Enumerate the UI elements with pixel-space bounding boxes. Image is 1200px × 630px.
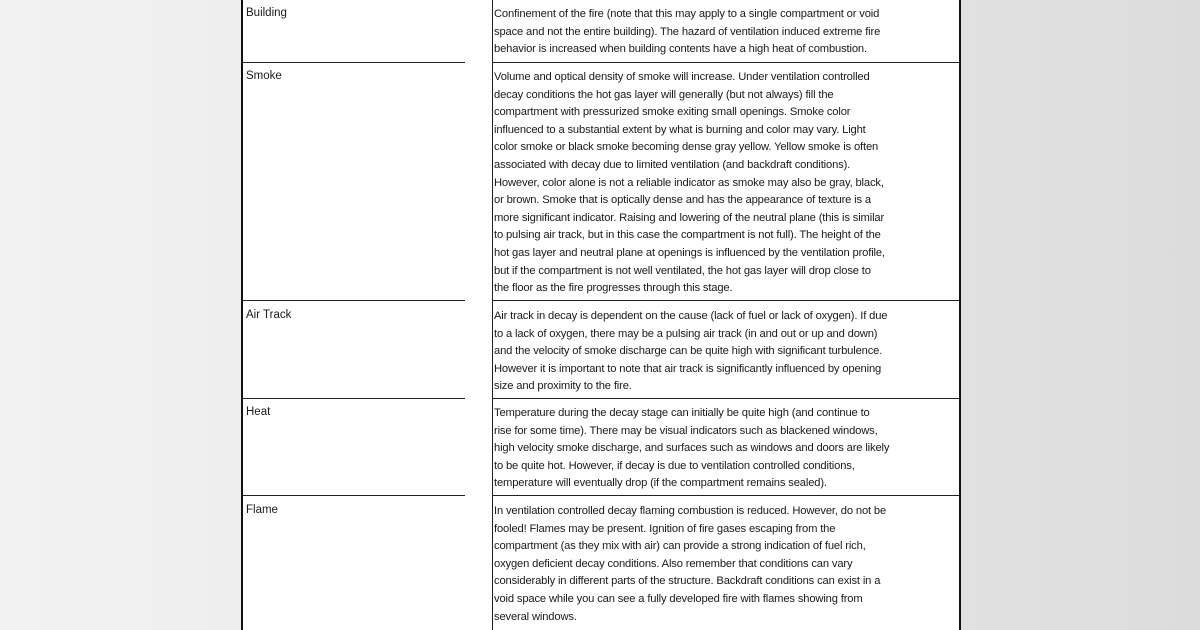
row-label-smoke: Smoke [246,70,282,82]
row-label-heat: Heat [246,406,271,418]
table-row-heat [243,399,959,495]
row-divider [243,300,465,301]
document-page [241,0,961,630]
row-description-flame: In ventilation controlled decay flaming combustion is reduced. However, do not be fooled! Flames may be present. Ignition of fire gases escaping from the compartment (as they mix with air) can provide a strong indication of fuel rich, oxygen deficient decay conditions. Also remember that conditions can vary considerably in different parts of the structure. Backdraft conditions can exist in a void space while you can see a fully developed fire with flames showing from several windows. [494,505,887,623]
row-divider [492,300,959,301]
row-description-heat: Temperature during the decay stage can initially be quite high (and continue to rise for some time). There may be visual indicators such as blackened windows, high velocity smoke discharge, and surfaces such as windows and doors are likely to be quite hot. However, if decay is due to ventilation controlled conditions, temperature will eventually drop (if the compartment remains sealed). [494,407,890,490]
table-row-flame [243,497,959,630]
row-description-air-track: Air track in decay is dependent on the cause (lack of fuel or lack of oxygen). If due to a lack of oxygen, there may be a pulsing air track (in and out or up and down) and the velocity of smoke discharge can be quite high with significant turbulence. However it is important to note that air track is significantly influenced by opening size and proximity to the fire. [494,310,888,393]
table-row-air-track [243,302,959,398]
row-divider [492,495,959,496]
row-description-building: Confinement of the fire (note that this may apply to a single compartment or void space and not the entire building). The hazard of ventilation induced extreme fire behavior is increased when building contents have a high heat of combustion. [494,8,881,56]
row-label-building: Building [246,7,287,19]
row-label-air-track: Air Track [246,309,292,321]
column-divider [492,0,493,630]
row-description-smoke: Volume and optical density of smoke will increase. Under ventilation controlled decay conditions the hot gas layer will generally (but not always) fill the compartment with pressurized smoke exiting small openings. Smoke color influenced to a substantial extent by what is burning and color may vary. Light color smoke or black smoke becoming dense gray yellow. Yellow smoke is often associated with decay due to limited ventilation (and backdraft conditions). However, color alone is not a reliable indicator as smoke may also be gray, black, or brown. Smoke that is optically dense and has the appearance of texture is a more significant indicator. Raising and lowering of the neutral plane (this is similar to pulsing air track, but in this case the compartment is not full). The height of the hot gas layer and neutral plane at openings is influenced by the ventilation profile, but if the compartment is not well ventilated, the hot gas layer will drop close to the floor as the fire progresses through this stage. [494,71,885,295]
table-row-building [243,0,959,62]
table-row-smoke [243,63,959,299]
row-divider [243,495,465,496]
row-label-flame: Flame [246,504,278,516]
